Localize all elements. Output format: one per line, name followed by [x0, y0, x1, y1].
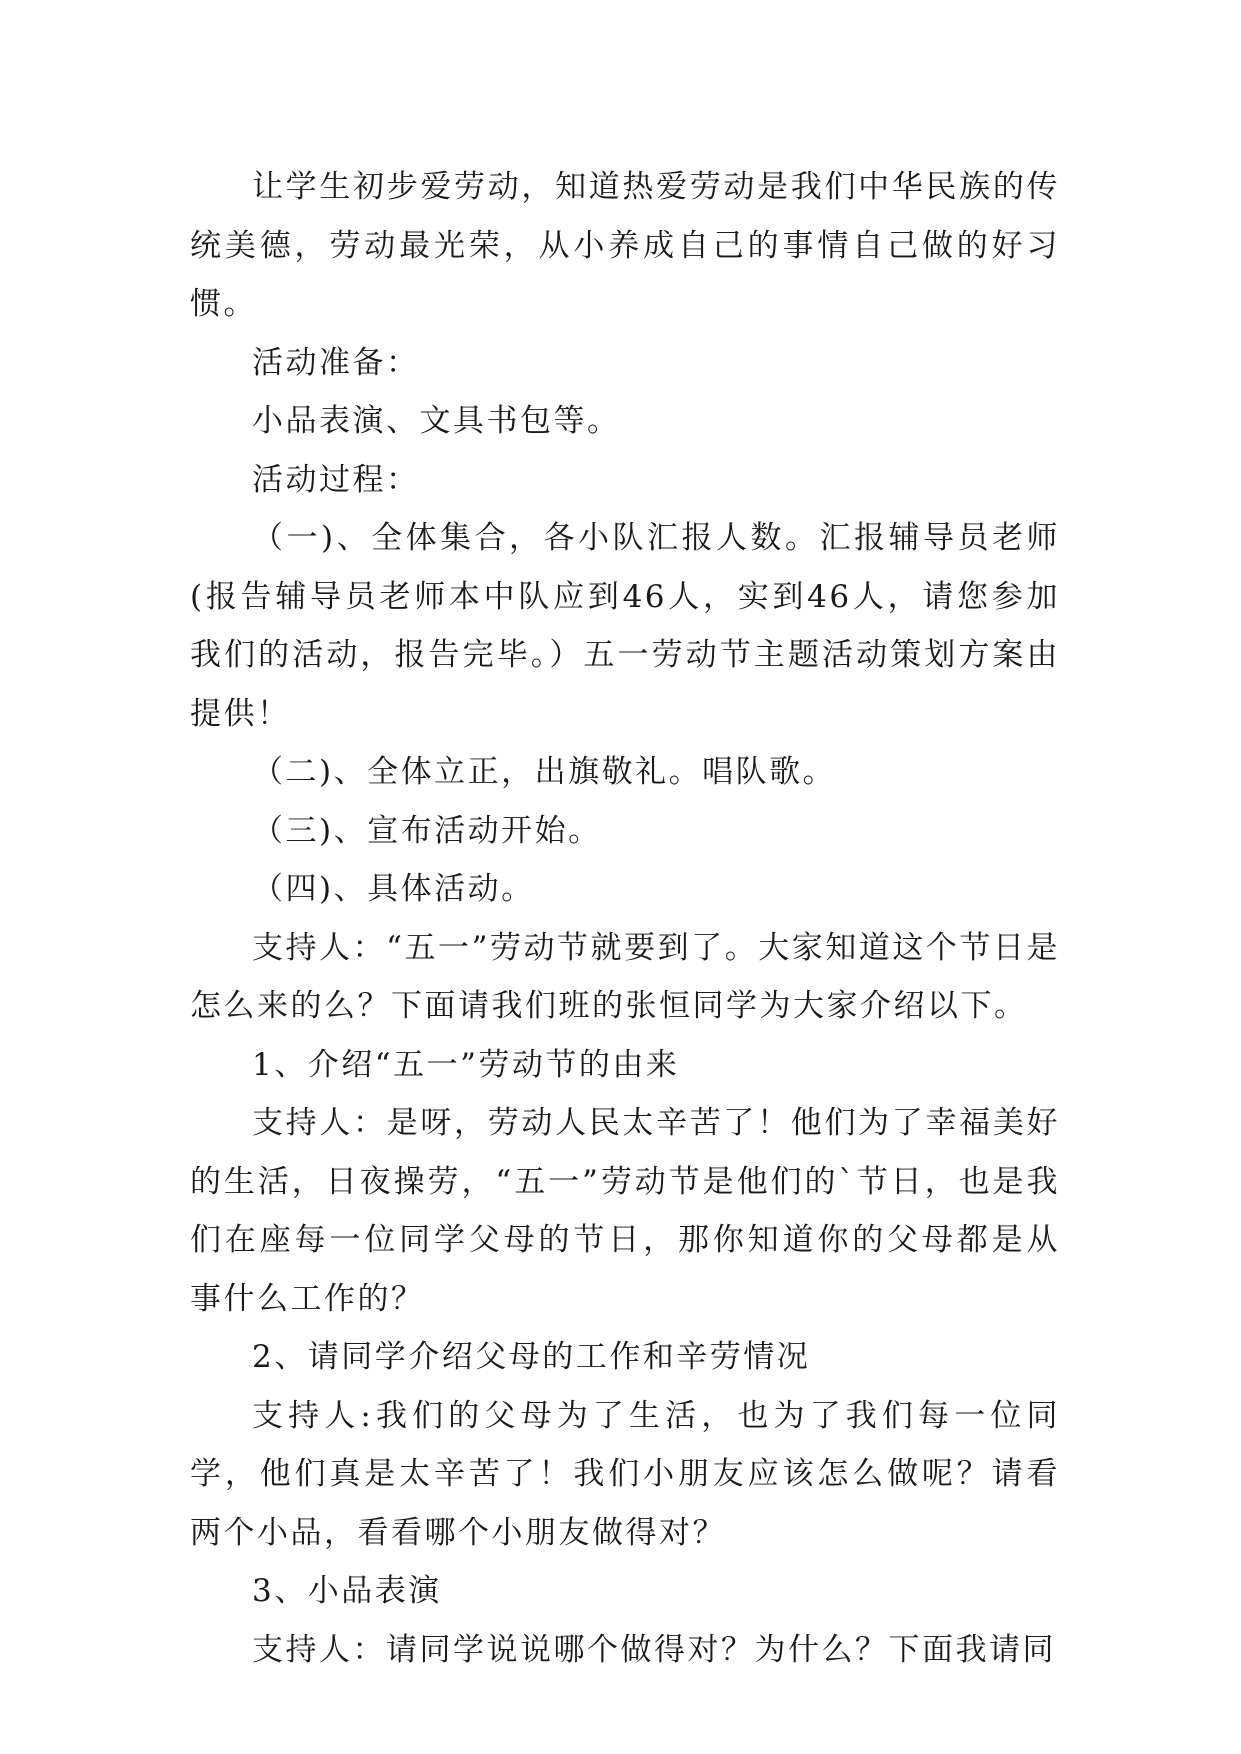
- paragraph-host-parents: 支持人：是呀，劳动人民太辛苦了！他们为了幸福美好的生活，日夜操劳，“五一”劳动节是他们的`节日，也是我们在座每一位同学父母的节日，那你知道你的父母都是从事什么工作的？: [190, 1105, 1060, 1317]
- body-text: [190, 158, 1060, 1679]
- paragraph-host-discuss: 支持人：请同学说说哪个做得对？为什么？下面我请同: [252, 1631, 1056, 1668]
- paragraph-item-3: 3、小品表演: [252, 1573, 442, 1609]
- paragraph-step-4: （四)、具体活动。: [252, 871, 535, 907]
- paragraph-item-2: 2、请同学介绍父母的工作和辛劳情况: [252, 1339, 811, 1375]
- paragraph-host-skit: 支持人:我们的父母为了生活，也为了我们每一位同学，他们真是太辛苦了！我们小朋友应该怎么做呢？请看两个小品，看看哪个小朋友做得对？: [190, 1397, 1060, 1551]
- paragraph-prep-heading: 活动准备：: [252, 344, 420, 381]
- paragraph-host-intro: 支持人：“五一”劳动节就要到了。大家知道这个节日是怎么来的么？下面请我们班的张恒同学为大家介绍以下。: [190, 929, 1060, 1024]
- paragraph-step-3: （三)、宣布活动开始。: [252, 812, 602, 849]
- paragraph-step-2: （二)、全体立正，出旗敬礼。唱队歌。: [252, 754, 837, 790]
- paragraph-prep-items: 小品表演、文具书包等。: [252, 403, 621, 439]
- paragraph-process-heading: 活动过程：: [252, 461, 420, 498]
- paragraph-step-1: （一)、全体集合，各小队汇报人数。汇报辅导员老师(报告辅导员老师本中队应到46人，实到46人，请您参加我们的活动，报告完毕。）五一劳动节主题活动策划方案由提供！: [190, 520, 1060, 732]
- paragraph-item-1: 1、介绍“五一”劳动节的由来: [252, 1046, 680, 1083]
- paragraph-goal: 让学生初步爱劳动，知道热爱劳动是我们中华民族的传统美德，劳动最光荣，从小养成自己的事情自己做的好习惯。: [190, 169, 1060, 322]
